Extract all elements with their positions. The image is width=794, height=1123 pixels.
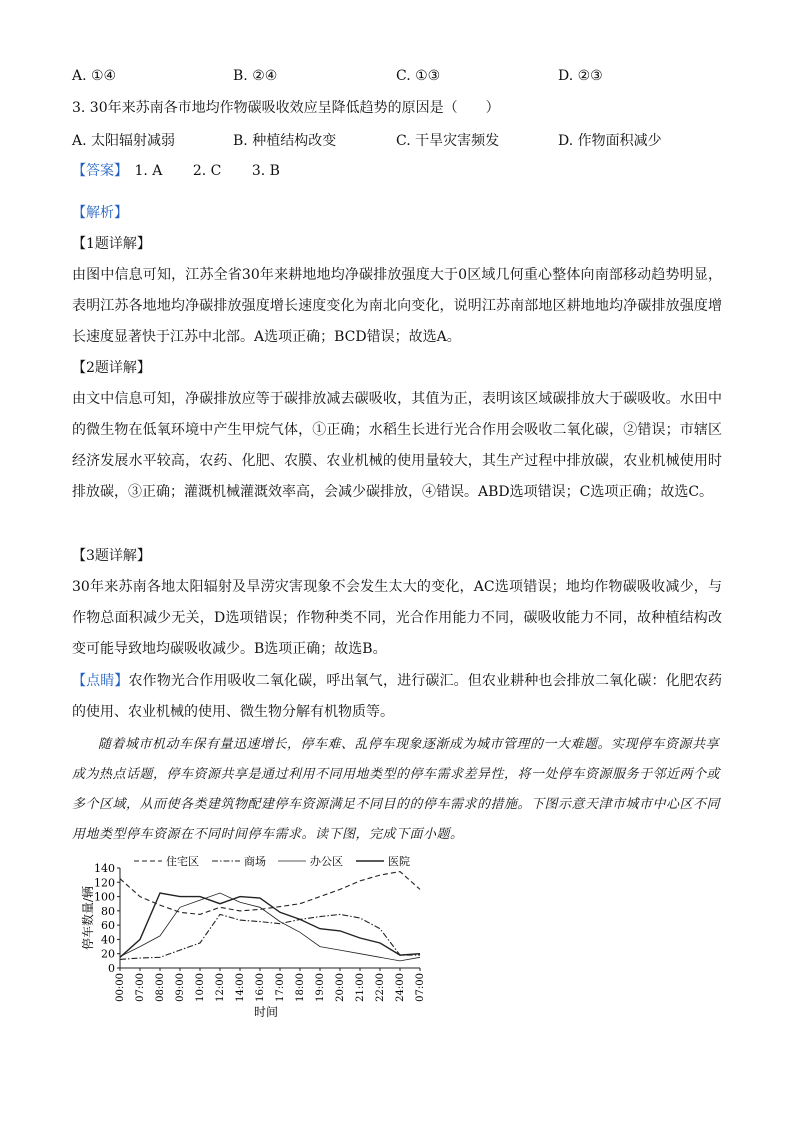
x-tick-label: 18:00 [295,973,306,1002]
detail-3-text: 30年来苏南各地太阳辐射及旱涝灾害现象不会发生太大的变化，AC选项错误；地均作物碳吸收减少，与作物总面积减少无关，D选项错误；作物种类不同，光合作用能力不同，碳吸收能力不同，故种植结构改变可能导致地均碳吸收减少。B选项正确；故选B。 [72,579,722,657]
q3-option-d: D. 作物面积减少 [558,133,662,149]
y-tick-label: 0 [108,962,115,975]
note-label: 【点睛】 [72,673,129,689]
detail-1-title: 【1题详解】 [72,236,151,252]
y-tick-label: 40 [101,933,115,947]
q3-option-a: A. 太阳辐射减弱 [72,133,176,149]
x-tick-label: 10:00 [195,973,206,1002]
detail-3-title: 【3题详解】 [72,548,151,564]
series-line-3 [120,893,420,961]
prev-option-c: C. ①③ [396,68,441,84]
series-line-1 [120,872,420,915]
prev-option-a: A. ①④ [72,68,117,84]
note-text: 农作物光合作用吸收二氧化碳，呼出氧气，进行碳汇。但农业耕种也会排放二氧化碳：化肥农药的使用、农业机械的使用、微生物分解有机物质等。 [72,673,723,720]
parking-demand-chart [72,852,442,1022]
y-axis [94,862,120,975]
y-tick-label: 60 [101,919,115,933]
prev-option-b: B. ②④ [233,68,278,84]
chart-legend [134,854,410,868]
x-tick-label: 12:00 [215,973,226,1002]
y-tick-label: 140 [94,862,115,875]
y-axis-label: 停车数量/辆 [81,885,95,951]
y-tick-label: 20 [101,947,115,961]
detail-2-title: 【2题详解】 [72,360,151,376]
x-tick-label: 21:00 [355,973,366,1002]
answer-2: 2. C [192,163,222,179]
prev-option-d: D. ②③ [558,68,603,84]
x-tick-label: 20:00 [335,973,346,1002]
x-tick-label: 19:00 [315,973,326,1002]
chart-series [120,872,420,961]
x-tick-label: 00:00 [115,973,126,1002]
note-block [72,666,722,728]
series-line-2 [120,914,420,959]
analysis-label: 【解析】 [72,205,128,221]
answer-1: 1. A [134,163,163,179]
detail-2-text: 由文中信息可知，净碳排放应等于碳排放减去碳吸收，其值为正，表明该区域碳排放大于碳吸收。水田中的微生物在低氧环境中产生甲烷气体，①正确；水稻生长进行光合作用会吸收二氧化碳，②错误；市辖区经济发展水平较高，农药、化肥、农膜、农业机械的使用量较大，其生产过程中排放碳，农业机械使用时排放碳，③正确；灌溉机械灌溉效率高，会减少碳排放，④错误。ABD选项错误；C选项正确；故选C。 [72,391,722,500]
x-tick-label: 08:00 [155,973,166,1002]
answer-3: 3. B [251,163,280,179]
answer-label: 【答案】 [72,163,128,179]
legend-label-2: 商场 [244,855,266,868]
x-tick-label: 09:00 [175,973,186,1002]
question-3-stem: 3. 30年来苏南各市地均作物碳吸收效应呈降低趋势的原因是（ ） [72,100,500,116]
x-tick-label: 17:00 [275,973,286,1002]
y-tick-label: 100 [94,890,115,904]
q3-option-c: C. 干旱灾害频发 [396,133,500,149]
series-line-4 [120,893,420,957]
x-tick-label: 07:00 [135,973,146,1002]
legend-label-3: 办公区 [310,855,343,868]
answer-row [72,161,306,181]
x-axis-label: 时间 [253,1005,279,1019]
x-tick-label: 22:00 [375,973,386,1002]
y-tick-label: 80 [101,904,115,918]
x-tick-label: 16:00 [255,973,266,1002]
x-axis [115,968,426,1002]
x-tick-label: 24:00 [395,973,406,1002]
x-tick-label: 07:00 [415,973,426,1002]
legend-label-1: 住宅区 [166,855,199,868]
x-tick-label: 14:00 [235,973,246,1002]
detail-1-text: 由图中信息可知，江苏全省30年来耕地地均净碳排放强度大于0区域几何重心整体向南部移动趋势明显，表明江苏各地地均净碳排放强度增长速度变化为南北向变化，说明江苏南部地区耕地地均净碳排放强度增长速度显著快于江苏中北部。A选项正确；BCD错误；故选A。 [72,267,722,345]
legend-label-4: 医院 [388,855,410,868]
y-tick-label: 120 [94,876,115,890]
q3-option-b: B. 种植结构改变 [233,133,337,149]
intro-passage: 随着城市机动车保有量迅速增长，停车难、乱停车现象逐渐成为城市管理的一大难题。实现停车资源共享成为热点话题，停车资源共享是通过利用不同用地类型的停车需求差异性，将一处停车资源服务于邻近两个或多个区域，从而使各类建筑物配建停车资源满足不同目的的停车需求的措施。下图示意天津市城市中心区不同用地类型停车资源在不同时间停车需求。读下图，完成下面小题。 [72,737,721,842]
